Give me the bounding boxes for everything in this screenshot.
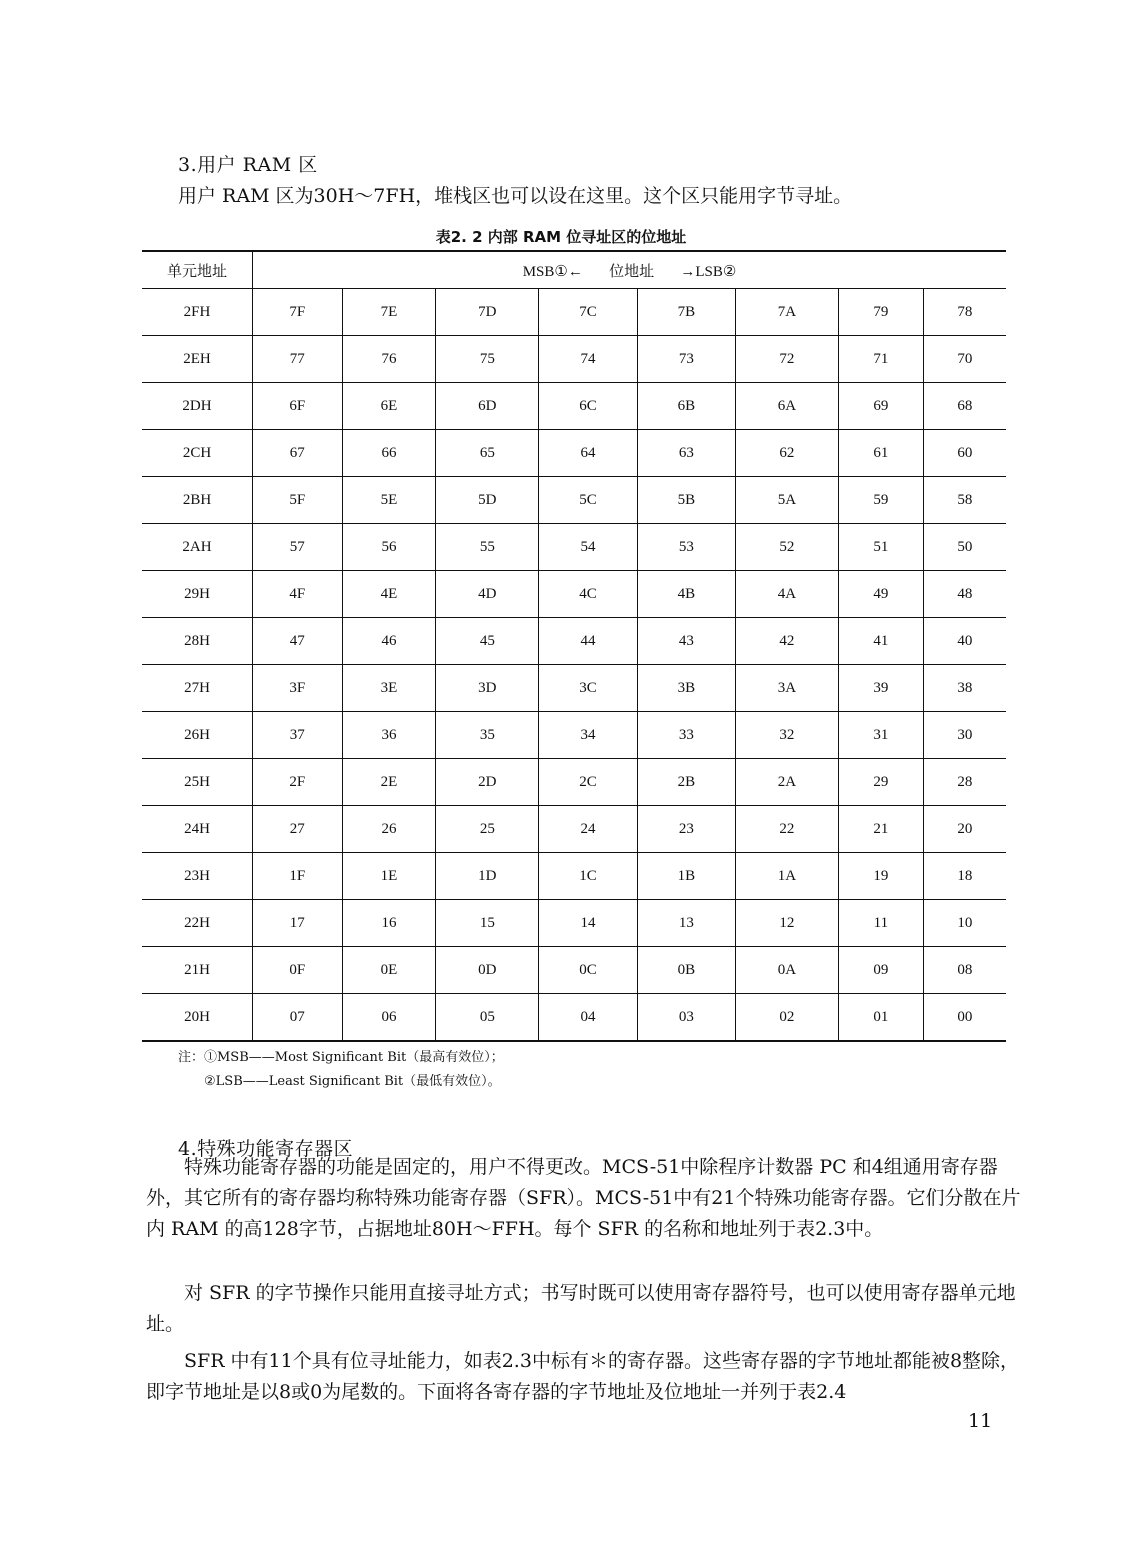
cell-bit-address: 3C [539, 665, 637, 712]
cell-bit-address: 6B [637, 383, 735, 430]
cell-bit-address: 3E [342, 665, 436, 712]
cell-bit-address: 79 [838, 289, 923, 336]
cell-bit-address: 03 [637, 994, 735, 1042]
cell-bit-address: 77 [253, 336, 343, 383]
table-row [142, 618, 1006, 665]
cell-bit-address: 2E [342, 759, 436, 806]
cell-bit-address: 28 [923, 759, 1006, 806]
table-row [142, 383, 1006, 430]
cell-bit-address: 71 [838, 336, 923, 383]
cell-bit-address: 38 [923, 665, 1006, 712]
cell-bit-address: 52 [736, 524, 839, 571]
cell-bit-address: 53 [637, 524, 735, 571]
cell-bit-address: 63 [637, 430, 735, 477]
cell-bit-address: 74 [539, 336, 637, 383]
cell-bit-address: 07 [253, 994, 343, 1042]
cell-bit-address: 5F [253, 477, 343, 524]
cell-bit-address: 29 [838, 759, 923, 806]
table-row [142, 571, 1006, 618]
cell-bit-address: 1E [342, 853, 436, 900]
page-number: 11 [968, 1410, 993, 1432]
cell-unit-address: 21H [142, 947, 253, 994]
cell-bit-address: 55 [436, 524, 539, 571]
cell-bit-address: 27 [253, 806, 343, 853]
cell-bit-address: 60 [923, 430, 1006, 477]
cell-unit-address: 26H [142, 712, 253, 759]
cell-bit-address: 00 [923, 994, 1006, 1042]
table-row [142, 336, 1006, 383]
cell-bit-address: 66 [342, 430, 436, 477]
note-lsb: ②LSB——Least Significant Bit（最低有效位）。 [204, 1074, 501, 1089]
cell-bit-address: 54 [539, 524, 637, 571]
section4-paragraph-1: 特殊功能寄存器的功能是固定的，用户不得更改。MCS-51中除程序计数器 PC 和4组通用寄存器外，其它所有的寄存器均称特殊功能寄存器（SFR）。MCS-51中有21个特殊功能寄存器。它们分散在片内 RAM 的高128字节，占据地址80H～FFH。每个 SFR 的名称和地址列于表2.3中。 [146, 1156, 1021, 1240]
cell-bit-address: 6F [253, 383, 343, 430]
cell-bit-address: 76 [342, 336, 436, 383]
cell-bit-address: 7E [342, 289, 436, 336]
table-row [142, 524, 1006, 571]
cell-bit-address: 32 [736, 712, 839, 759]
cell-bit-address: 7F [253, 289, 343, 336]
section3-text: 用户 RAM 区为30H～7FH，堆栈区也可以设在这里。这个区只能用字节寻址。 [178, 185, 853, 207]
cell-bit-address: 58 [923, 477, 1006, 524]
table-row [142, 900, 1006, 947]
cell-bit-address: 1D [436, 853, 539, 900]
cell-bit-address: 2C [539, 759, 637, 806]
cell-bit-address: 3B [637, 665, 735, 712]
cell-bit-address: 45 [436, 618, 539, 665]
table-row [142, 806, 1006, 853]
cell-bit-address: 05 [436, 994, 539, 1042]
cell-unit-address: 27H [142, 665, 253, 712]
cell-bit-address: 22 [736, 806, 839, 853]
cell-bit-address: 65 [436, 430, 539, 477]
table-row [142, 853, 1006, 900]
cell-bit-address: 57 [253, 524, 343, 571]
cell-bit-address: 4F [253, 571, 343, 618]
bit-address-table-wrapper [142, 250, 1006, 1042]
cell-bit-address: 5A [736, 477, 839, 524]
cell-bit-address: 44 [539, 618, 637, 665]
table-row [142, 994, 1006, 1042]
cell-unit-address: 25H [142, 759, 253, 806]
cell-bit-address: 23 [637, 806, 735, 853]
cell-bit-address: 72 [736, 336, 839, 383]
cell-bit-address: 67 [253, 430, 343, 477]
cell-bit-address: 75 [436, 336, 539, 383]
table-row [142, 712, 1006, 759]
cell-bit-address: 15 [436, 900, 539, 947]
cell-unit-address: 28H [142, 618, 253, 665]
cell-bit-address: 43 [637, 618, 735, 665]
cell-bit-address: 62 [736, 430, 839, 477]
cell-bit-address: 13 [637, 900, 735, 947]
cell-bit-address: 59 [838, 477, 923, 524]
cell-bit-address: 41 [838, 618, 923, 665]
cell-unit-address: 24H [142, 806, 253, 853]
header-bit-address: MSB①← 位地址 →LSB② [253, 251, 1007, 289]
cell-bit-address: 24 [539, 806, 637, 853]
cell-bit-address: 08 [923, 947, 1006, 994]
cell-bit-address: 56 [342, 524, 436, 571]
cell-bit-address: 6D [436, 383, 539, 430]
cell-bit-address: 7A [736, 289, 839, 336]
cell-bit-address: 40 [923, 618, 1006, 665]
cell-bit-address: 7D [436, 289, 539, 336]
cell-bit-address: 31 [838, 712, 923, 759]
table-header-row [142, 251, 1006, 289]
cell-bit-address: 30 [923, 712, 1006, 759]
cell-bit-address: 26 [342, 806, 436, 853]
cell-bit-address: 37 [253, 712, 343, 759]
table-body [142, 289, 1006, 1042]
cell-unit-address: 2AH [142, 524, 253, 571]
cell-bit-address: 5B [637, 477, 735, 524]
cell-bit-address: 78 [923, 289, 1006, 336]
cell-bit-address: 48 [923, 571, 1006, 618]
table-notes [178, 1046, 504, 1094]
cell-bit-address: 2D [436, 759, 539, 806]
cell-bit-address: 49 [838, 571, 923, 618]
cell-bit-address: 16 [342, 900, 436, 947]
cell-bit-address: 25 [436, 806, 539, 853]
cell-unit-address: 29H [142, 571, 253, 618]
section4-heading: 4.特殊功能寄存器区 [178, 1138, 354, 1160]
cell-bit-address: 7B [637, 289, 735, 336]
cell-bit-address: 7C [539, 289, 637, 336]
bit-address-table [142, 250, 1006, 1042]
cell-bit-address: 42 [736, 618, 839, 665]
cell-bit-address: 5E [342, 477, 436, 524]
cell-bit-address: 1C [539, 853, 637, 900]
cell-bit-address: 0D [436, 947, 539, 994]
cell-unit-address: 23H [142, 853, 253, 900]
cell-bit-address: 5D [436, 477, 539, 524]
cell-bit-address: 6E [342, 383, 436, 430]
cell-bit-address: 06 [342, 994, 436, 1042]
section4-paragraph-3: SFR 中有11个具有位寻址能力，如表2.3中标有＊的寄存器。这些寄存器的字节地址都能被8整除，即字节地址是以8或0为尾数的。下面将各寄存器的字节地址及位地址一并列于表2.4 [146, 1350, 1020, 1403]
cell-bit-address: 02 [736, 994, 839, 1042]
cell-bit-address: 14 [539, 900, 637, 947]
cell-bit-address: 01 [838, 994, 923, 1042]
cell-bit-address: 2B [637, 759, 735, 806]
cell-bit-address: 4B [637, 571, 735, 618]
cell-bit-address: 0B [637, 947, 735, 994]
cell-bit-address: 2A [736, 759, 839, 806]
cell-bit-address: 46 [342, 618, 436, 665]
cell-unit-address: 2BH [142, 477, 253, 524]
cell-bit-address: 1A [736, 853, 839, 900]
cell-bit-address: 34 [539, 712, 637, 759]
section4-paragraph-2: 对 SFR 的字节操作只能用直接寻址方式；书写时既可以使用寄存器符号，也可以使用寄存器单元地址。 [146, 1282, 1016, 1335]
cell-bit-address: 17 [253, 900, 343, 947]
cell-bit-address: 50 [923, 524, 1006, 571]
table-row [142, 477, 1006, 524]
table-title: 表2. 2 内部 RAM 位寻址区的位地址 [435, 228, 687, 246]
table-row [142, 665, 1006, 712]
section3-heading: 3.用户 RAM 区 [178, 154, 318, 176]
cell-bit-address: 47 [253, 618, 343, 665]
cell-bit-address: 4C [539, 571, 637, 618]
cell-bit-address: 35 [436, 712, 539, 759]
table-row [142, 759, 1006, 806]
cell-bit-address: 3D [436, 665, 539, 712]
cell-bit-address: 6C [539, 383, 637, 430]
table-row [142, 430, 1006, 477]
cell-bit-address: 3F [253, 665, 343, 712]
cell-bit-address: 68 [923, 383, 1006, 430]
cell-bit-address: 0F [253, 947, 343, 994]
table-row [142, 289, 1006, 336]
cell-bit-address: 51 [838, 524, 923, 571]
cell-bit-address: 4E [342, 571, 436, 618]
cell-bit-address: 0A [736, 947, 839, 994]
cell-unit-address: 2EH [142, 336, 253, 383]
cell-unit-address: 2CH [142, 430, 253, 477]
cell-bit-address: 20 [923, 806, 1006, 853]
cell-bit-address: 0C [539, 947, 637, 994]
cell-unit-address: 2DH [142, 383, 253, 430]
cell-bit-address: 04 [539, 994, 637, 1042]
cell-bit-address: 12 [736, 900, 839, 947]
cell-bit-address: 11 [838, 900, 923, 947]
cell-bit-address: 4D [436, 571, 539, 618]
cell-bit-address: 73 [637, 336, 735, 383]
cell-bit-address: 3A [736, 665, 839, 712]
cell-bit-address: 18 [923, 853, 1006, 900]
cell-unit-address: 22H [142, 900, 253, 947]
cell-unit-address: 20H [142, 994, 253, 1042]
cell-bit-address: 64 [539, 430, 637, 477]
cell-unit-address: 2FH [142, 289, 253, 336]
header-unit-address: 单元地址 [142, 251, 253, 289]
cell-bit-address: 36 [342, 712, 436, 759]
cell-bit-address: 70 [923, 336, 1006, 383]
table-row [142, 947, 1006, 994]
cell-bit-address: 1B [637, 853, 735, 900]
cell-bit-address: 19 [838, 853, 923, 900]
cell-bit-address: 2F [253, 759, 343, 806]
cell-bit-address: 10 [923, 900, 1006, 947]
cell-bit-address: 4A [736, 571, 839, 618]
cell-bit-address: 69 [838, 383, 923, 430]
cell-bit-address: 09 [838, 947, 923, 994]
cell-bit-address: 5C [539, 477, 637, 524]
note-msb: 注：①MSB——Most Significant Bit（最高有效位）； [178, 1050, 504, 1065]
cell-bit-address: 1F [253, 853, 343, 900]
cell-bit-address: 21 [838, 806, 923, 853]
cell-bit-address: 6A [736, 383, 839, 430]
cell-bit-address: 0E [342, 947, 436, 994]
cell-bit-address: 33 [637, 712, 735, 759]
cell-bit-address: 61 [838, 430, 923, 477]
cell-bit-address: 39 [838, 665, 923, 712]
